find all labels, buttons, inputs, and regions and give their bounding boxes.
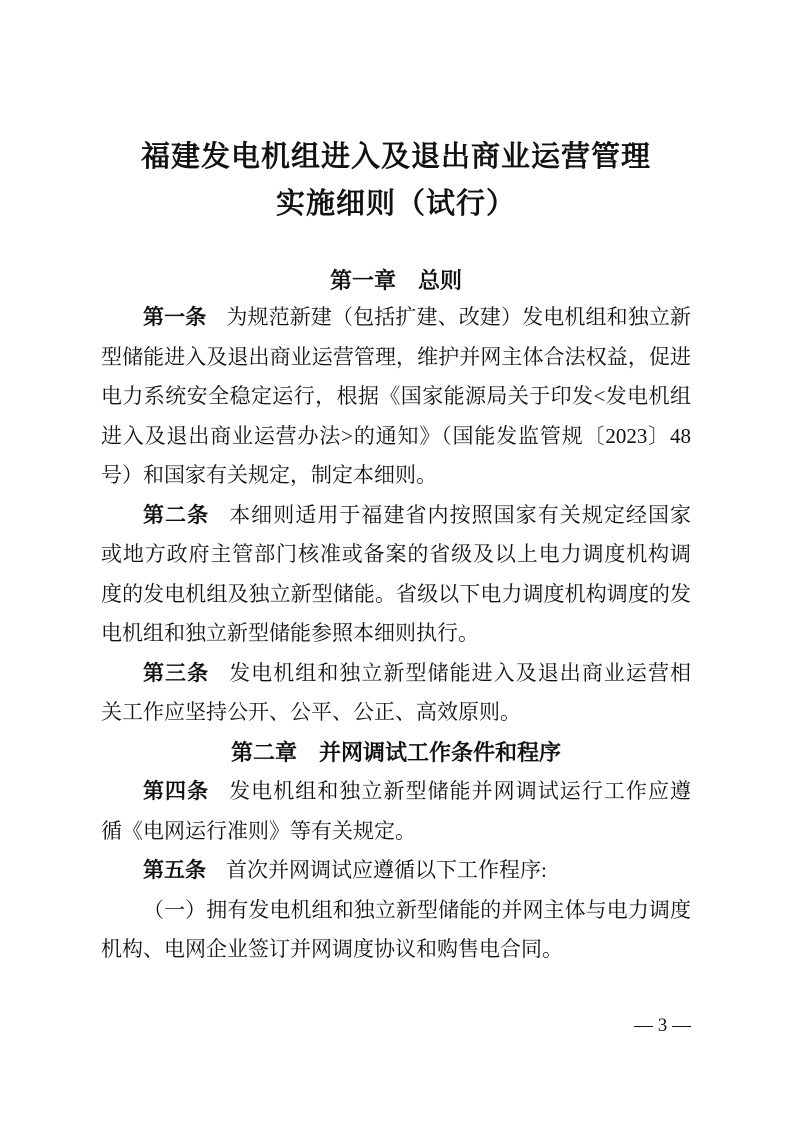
- article-3-line-2: 关工作应坚持公开、公平、公正、高效原则。: [101, 700, 521, 724]
- chapter-1-heading: 第一章 总则: [329, 268, 462, 293]
- article-3-label: 第三条: [143, 661, 210, 685]
- article-1-line-3: 电力系统安全稳定运行，根据《国家能源局关于印发<发电机组: [101, 384, 691, 408]
- item-1-line-2: 机构、电网企业签订并网调度协议和购售电合同。: [101, 937, 563, 961]
- article-4-line-1-text: 发电机组和独立新型储能并网调试运行工作应遵: [229, 779, 692, 803]
- article-4-label: 第四条: [143, 780, 210, 803]
- article-2-line-3: 度的发电机组及独立新型储能。省级以下电力调度机构调度的发: [101, 581, 691, 606]
- article-1-label: 第一条: [143, 306, 207, 329]
- article-5-line-1-text: 首次并网调试应遵循以下工作程序:: [226, 858, 547, 882]
- page-number: — 3 —: [634, 1015, 691, 1036]
- item-1-line-1: （一）拥有发电机组和独立新型储能的并网主体与电力调度: [143, 897, 691, 922]
- document-content: [101, 0, 691, 970]
- article-3-line-1: [101, 654, 691, 694]
- article-4-line-2: 循《电网运行准则》等有关规定。: [101, 818, 416, 843]
- article-5-label: 第五条: [143, 859, 206, 882]
- article-2-line-4: 电机组和独立新型储能参照本细则执行。: [101, 621, 479, 645]
- article-1-line-5: 号）和国家有关规定，制定本细则。: [101, 463, 437, 487]
- article-2-label: 第二条: [143, 503, 210, 527]
- chapter-2-heading: 第二章 并网调试工作条件和程序: [230, 739, 561, 765]
- article-2-line-1-text: 本细则适用于福建省内按照国家有关规定经国家: [229, 502, 692, 527]
- article-1-line-1: [101, 298, 691, 338]
- article-5-line-1: [101, 851, 691, 891]
- document-title: [101, 134, 691, 228]
- document-title-line-2: 实施细则（试行）: [275, 188, 516, 220]
- article-2-line-2: 或地方政府主管部门核准或备案的省级及以上电力调度机构调: [101, 542, 691, 566]
- article-2-line-1: [101, 496, 691, 536]
- document-title-line-1: 福建发电机组进入及退出商业运营管理: [140, 141, 651, 173]
- article-1-line-4: 进入及退出商业运营办法>的通知》（国能发监管规〔2023〕48: [101, 423, 691, 448]
- article-1-line-2: 型储能进入及退出商业运营管理，维护并网主体合法权益，促进: [101, 344, 691, 369]
- article-1-line-1-text: 为规范新建（包括扩建、改建）发电机组和独立新: [226, 305, 691, 329]
- article-3-line-1-text: 发电机组和独立新型储能进入及退出商业运营相: [229, 660, 692, 685]
- article-4-line-1: [101, 772, 691, 812]
